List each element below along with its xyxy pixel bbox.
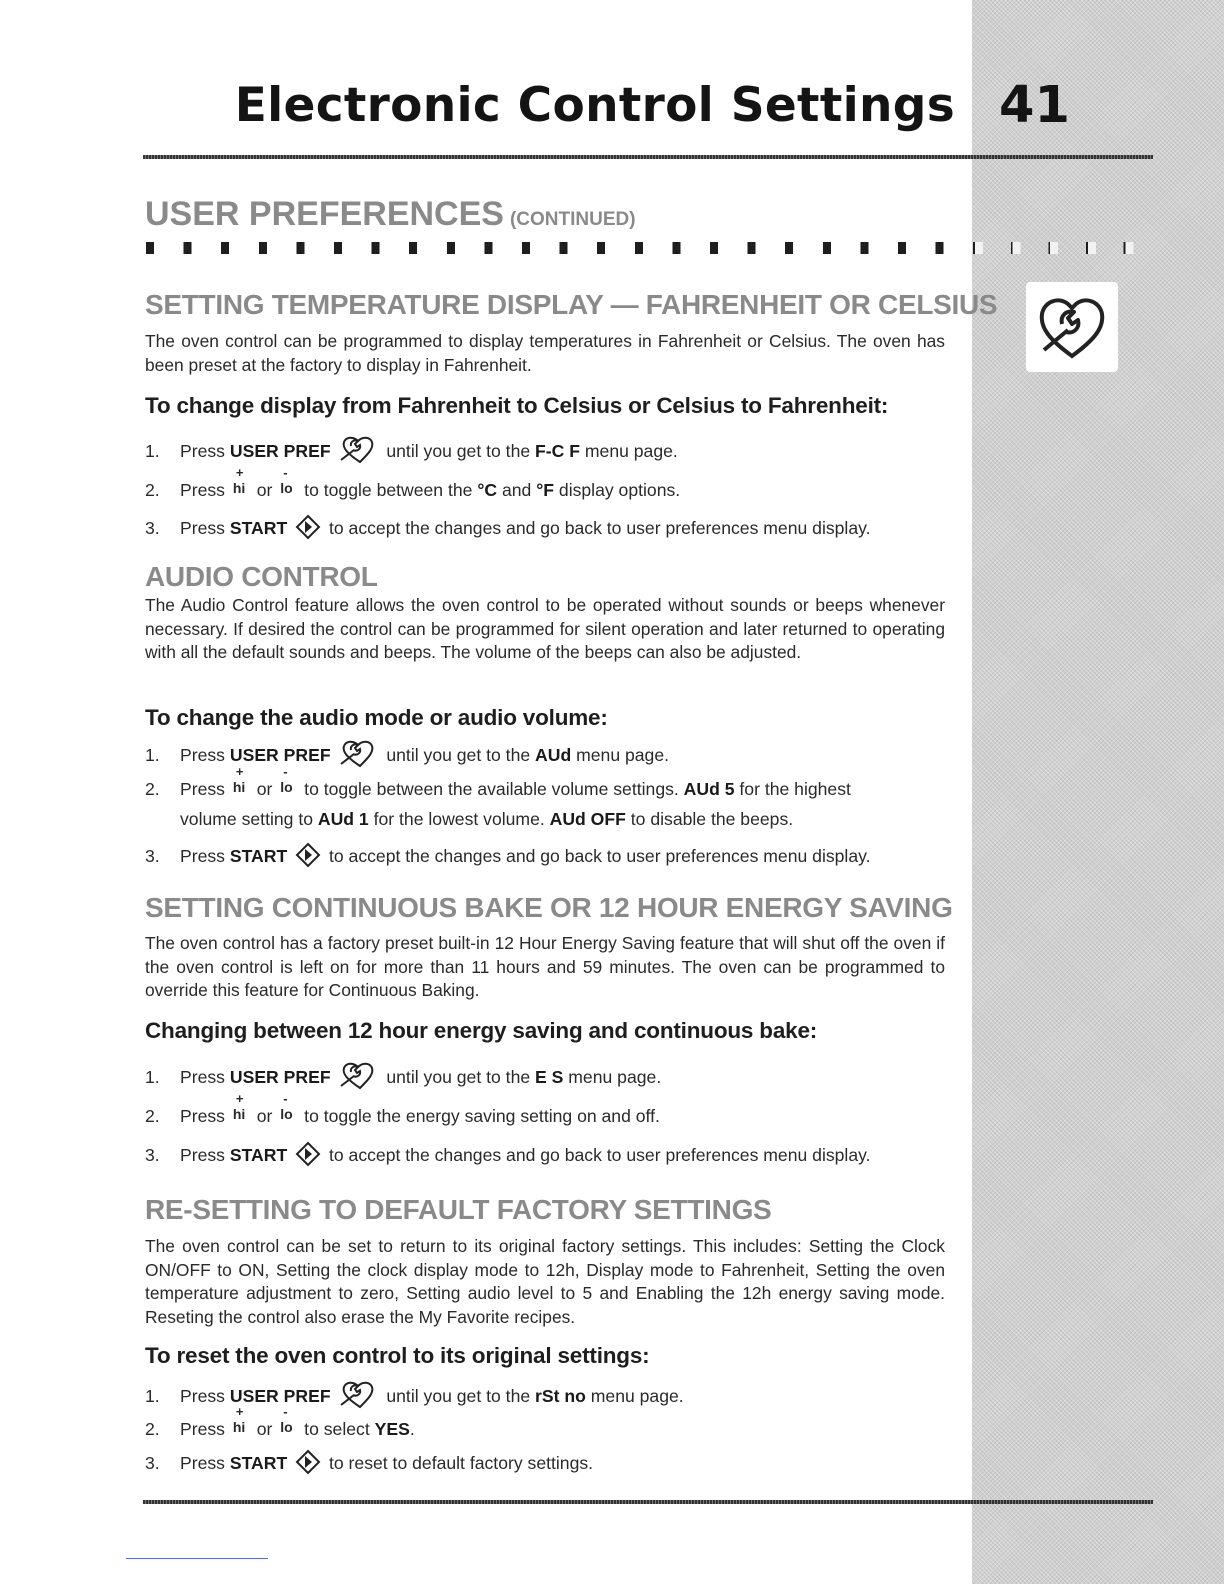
menu-code: AUd xyxy=(535,745,572,766)
start-key: START xyxy=(229,1145,288,1166)
step-number: 1. xyxy=(145,1386,160,1407)
lo-key xyxy=(279,1404,297,1439)
section-title xyxy=(145,195,636,234)
wrench-heart-icon xyxy=(338,1381,378,1414)
reset-subheading: To reset the oven control to its original settings: xyxy=(145,1343,650,1368)
lo-label: lo xyxy=(280,1106,293,1122)
audio-step-2 xyxy=(145,764,851,800)
step-text: Press xyxy=(180,1419,230,1439)
step-number: 1. xyxy=(145,441,160,462)
start-diamond-icon xyxy=(295,1141,321,1172)
bake-step-1 xyxy=(145,1062,661,1095)
start-key: START xyxy=(229,846,288,867)
step-text: to toggle between the xyxy=(299,480,478,500)
step-number: 3. xyxy=(145,846,160,867)
temp-subheading: To change display from Fahrenheit to Celsius or Celsius to Fahrenheit: xyxy=(145,393,889,418)
step-text: or xyxy=(251,1106,278,1126)
step-text: to disable the beeps. xyxy=(625,809,794,829)
step-text: Press xyxy=(180,1453,230,1474)
page-sidebar-band xyxy=(972,0,1224,1584)
bake-subheading: Changing between 12 hour energy saving and continuous bake: xyxy=(145,1018,818,1043)
lo-key xyxy=(279,1091,297,1126)
step-text: or xyxy=(251,1419,278,1439)
page-title: Electronic Control Settings xyxy=(234,78,955,133)
bake-step-2 xyxy=(145,1091,660,1127)
menu-code: AUd 1 xyxy=(317,809,369,829)
footer-rule xyxy=(143,1500,1153,1504)
step-text: to accept the changes and go back to user preferences menu display. xyxy=(324,846,871,867)
lo-key xyxy=(279,465,297,500)
step-text: Press xyxy=(180,1386,230,1407)
reset-heading: RE-SETTING TO DEFAULT FACTORY SETTINGS xyxy=(145,1194,772,1225)
lo-label: lo xyxy=(280,1419,293,1435)
temp-paragraph: The oven control can be programmed to display temperatures in Fahrenheit or Celsius. The oven has been preset at the factory to display in Fahrenheit. xyxy=(145,331,945,375)
menu-code: E S xyxy=(535,1067,564,1088)
step-number: 1. xyxy=(145,1067,160,1088)
lo-label: lo xyxy=(280,480,293,496)
step-text: Press xyxy=(180,480,230,500)
menu-code: YES xyxy=(374,1419,410,1439)
start-key: START xyxy=(229,518,288,539)
step-number: 1. xyxy=(145,745,160,766)
step-text: for the lowest volume. xyxy=(368,809,550,829)
step-text: Press xyxy=(180,441,230,462)
step-text: Press xyxy=(180,745,230,766)
audio-heading: AUDIO CONTROL xyxy=(145,561,378,592)
step-text: Press xyxy=(180,518,230,539)
minus-sign: - xyxy=(283,1404,288,1419)
minus-sign: - xyxy=(283,465,288,480)
bake-step-3 xyxy=(145,1141,871,1172)
wrench-heart-icon xyxy=(338,740,378,773)
plus-sign: + xyxy=(235,465,244,480)
step-number: 2. xyxy=(145,1419,160,1439)
step-text: volume setting to xyxy=(180,809,318,829)
step-number: 3. xyxy=(145,518,160,539)
wrench-heart-icon xyxy=(338,1062,378,1095)
bake-paragraph: The oven control has a factory preset built-in 12 Hour Energy Saving feature that will shut off the oven if the oven control is left on for more than 11 hours and 59 minutes. The oven can be programmed to override this feature for Continuous Baking. xyxy=(145,933,945,1000)
step-number: 2. xyxy=(145,1106,160,1126)
section-title-text: USER PREFERENCES xyxy=(145,195,504,233)
temp-step-2 xyxy=(145,465,681,501)
hi-key xyxy=(232,1404,250,1439)
bake-heading: SETTING CONTINUOUS BAKE OR 12 HOUR ENERGY SAVING xyxy=(145,892,953,923)
minus-sign: - xyxy=(283,1091,288,1106)
page-number: 41 xyxy=(999,76,1070,135)
hi-key xyxy=(232,465,250,500)
temp-step-1 xyxy=(145,436,678,469)
hi-label: hi xyxy=(232,1106,246,1122)
step-text: until you get to the xyxy=(381,1067,536,1088)
step-text: or xyxy=(251,480,278,500)
step-text: to toggle between the available volume settings. xyxy=(299,779,684,799)
step-text: and xyxy=(497,480,537,500)
step-text: to reset to default factory settings. xyxy=(324,1453,594,1474)
reset-paragraph: The oven control can be set to return to its original factory settings. This includes: Setting the Clock ON/OFF to ON, Setting the clock display mode to 12h, Display mode to Fahrenheit, Setting the oven temperature adjustment to zero, Setting audio level to 5 and Enabling the 12h energy saving mode. Reseting the control also erase the My Favorite recipes. xyxy=(145,1236,945,1327)
user-pref-badge xyxy=(1026,282,1118,372)
square-divider-light xyxy=(975,242,1156,254)
user-pref-key: USER PREF xyxy=(229,745,331,766)
step-text: menu page. xyxy=(585,1386,684,1407)
menu-code: AUd 5 xyxy=(683,779,735,799)
step-number: 3. xyxy=(145,1453,160,1474)
unit-code: °C xyxy=(477,480,498,500)
step-text: to select xyxy=(299,1419,375,1439)
reset-step-2 xyxy=(145,1404,415,1440)
user-pref-key: USER PREF xyxy=(229,441,331,462)
reset-step-3 xyxy=(145,1449,593,1480)
step-number: 2. xyxy=(145,779,160,799)
hi-label: hi xyxy=(232,480,246,496)
step-text: Press xyxy=(180,1145,230,1166)
step-text: to accept the changes and go back to user preferences menu display. xyxy=(324,518,871,539)
step-text: Press xyxy=(180,1106,230,1126)
hi-key xyxy=(232,764,250,799)
hi-label: hi xyxy=(232,1419,246,1435)
step-text: menu page. xyxy=(563,1067,662,1088)
section-subtitle: (CONTINUED) xyxy=(509,209,636,230)
footer-link-line xyxy=(126,1558,268,1559)
header-rule xyxy=(143,155,1153,159)
start-diamond-icon xyxy=(295,842,321,873)
plus-sign: + xyxy=(235,764,244,779)
step-text: until you get to the xyxy=(381,1386,536,1407)
temp-step-3 xyxy=(145,514,871,545)
audio-step-3 xyxy=(145,842,871,873)
temp-heading: SETTING TEMPERATURE DISPLAY — FAHRENHEIT OR CELSIUS xyxy=(145,289,998,320)
step-text: Press xyxy=(180,846,230,867)
user-pref-key: USER PREF xyxy=(229,1386,331,1407)
minus-sign: - xyxy=(283,764,288,779)
step-text: until you get to the xyxy=(381,745,536,766)
plus-sign: + xyxy=(235,1404,244,1419)
step-text: menu page. xyxy=(571,745,670,766)
start-key: START xyxy=(229,1453,288,1474)
audio-step-1 xyxy=(145,740,669,773)
step-text: or xyxy=(251,779,278,799)
wrench-heart-icon xyxy=(1034,290,1110,364)
audio-subheading: To change the audio mode or audio volume: xyxy=(145,705,608,730)
step-text: menu page. xyxy=(579,441,678,462)
wrench-heart-icon xyxy=(338,436,378,469)
unit-code: °F xyxy=(536,480,555,500)
step-number: 2. xyxy=(145,480,160,500)
step-text: to accept the changes and go back to user preferences menu display. xyxy=(324,1145,871,1166)
hi-key xyxy=(232,1091,250,1126)
audio-step-2-continued xyxy=(180,809,793,830)
menu-code: AUd OFF xyxy=(549,809,626,829)
lo-label: lo xyxy=(280,779,293,795)
start-diamond-icon xyxy=(295,514,321,545)
menu-code: rSt no xyxy=(535,1386,586,1407)
menu-code: F-C F xyxy=(535,441,580,462)
step-text: Press xyxy=(180,779,230,799)
step-text: . xyxy=(409,1419,415,1439)
step-text: Press xyxy=(180,1067,230,1088)
step-text: until you get to the xyxy=(381,441,536,462)
step-text: to toggle the energy saving setting on and off. xyxy=(299,1106,660,1126)
step-number: 3. xyxy=(145,1145,160,1166)
user-pref-key: USER PREF xyxy=(229,1067,331,1088)
reset-step-1 xyxy=(145,1381,684,1414)
lo-key xyxy=(279,764,297,799)
audio-paragraph: The Audio Control feature allows the oven control to be operated without sounds or beeps whenever necessary. If desired the control can be programmed for silent operation and later returned to operating with all the default sounds and beeps. The volume of the beeps can also be adjusted. xyxy=(145,595,945,662)
start-diamond-icon xyxy=(295,1449,321,1480)
hi-label: hi xyxy=(232,779,246,795)
step-text: display options. xyxy=(554,480,681,500)
step-text: for the highest xyxy=(734,779,851,799)
plus-sign: + xyxy=(235,1091,244,1106)
